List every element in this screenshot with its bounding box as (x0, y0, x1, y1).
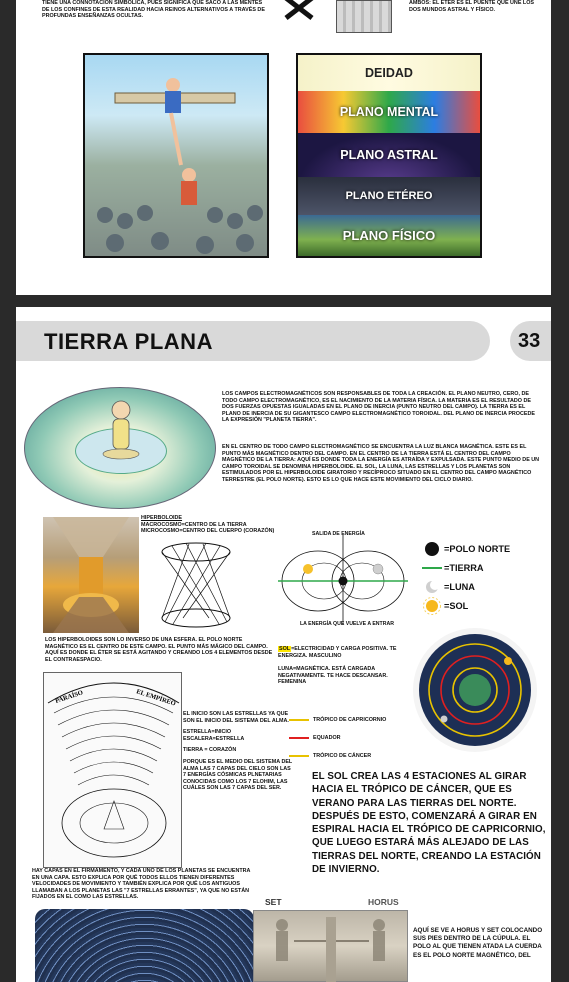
microcosmo-line: MICROCOSMO=CENTRO DEL CUERPO (CORAZÓN) (141, 528, 275, 535)
star-trails-image (35, 909, 254, 982)
dante-paradise-diagram (43, 672, 182, 868)
horus-set-paragraph: AQUÍ SE VE A HORUS Y SET COLOCANDO SUS PIES DENTRO DE LA CÚPULA. EL POLO AL QUE TIENEN ATADA LA CUERDA ES EL POLO NORTE MAGNÉTICO, DEL (413, 927, 543, 959)
plane-deidad: DEIDAD (298, 55, 480, 91)
diagram-legend (422, 539, 547, 615)
shrine-icon (43, 517, 139, 633)
luna-key: LUNA (278, 666, 293, 673)
main-page (16, 307, 551, 982)
soul-system-notes (183, 711, 293, 797)
red-line-icon (289, 737, 309, 739)
tropic-label: EQUADOR (313, 735, 341, 741)
center-paragraph: EN EL CENTRO DE TODO CAMPO ELECTROMAGNÉTICO SE ENCUENTRA LA LUZ BLANCA MAGNÉTICA. ESTE ES EL PUNTO MÁS MAGNÉTICO DENTRO DEL CAMPO. EN EL CENTRO DE LA TIERRA ESTÁ EL CENTRO DEL CAMPO MAGNÉTICO DE LA TIERRA: AQUÍ ES DONDE TODA LA ENERGÍA ES ATRAÍDA Y EXPULSADA. ESTE PUNTO MEDIO DE UN CAMPO TOROIDAL SE DENOMINA HIPERBOLOIDE. EL SOL, LA LUNA, LAS ESTRELLAS Y LOS PLANETAS SON ESTIMULADOS POR EL HIPERBOLOIDE GIRATORIO Y RECÍPROCO SITUADO EN EL CENTRO DEL CAMPO MAGNÉTICO TERRESTRE (EL POLO NORTE). ESTO ES LO QUE HACE ESTE MOVIMIENTO DEL CICLO DIARIO. (222, 444, 540, 483)
paraiso-label: PARAÍSO (54, 689, 84, 705)
tropic-label: TRÓPICO DE CAPRICORNIO (313, 717, 387, 723)
chain-line-stars: EL INICIO SON LAS ESTRELLAS YA QUE SON EL INICIO DEL SISTEMA DEL ALMA. (183, 711, 289, 724)
legend-label: =SOL (444, 600, 469, 611)
chain-line-layers: PORQUE ES EL MEDIO DEL SISTEMA DEL ALMA LAS 7 CAPAS DEL CIELO SON LAS 7 ENERGÍAS CÓSMICAS PLNETARIAS CONOCIDAS COMO LOS 7 ELOHIM, LAS CUÁLES SON LAS 7 CAPAS DEL SER. (183, 758, 293, 792)
luna-text: =MAGNÉTICA. ESTÁ CARGADA NEGATIVAMENTE. TE HACE DESCANSAR. FEMENINA (278, 666, 388, 686)
black-dot-icon (422, 542, 442, 556)
firmament-layers-paragraph: HAY CAPAS EN EL FIRMAMENTO, Y CADA UNO DE LOS PLANETAS SE ENCUENTRA EN UNA CAPA. ESTO EXPLICA POR QUÉ TODOS ELLOS TIENEN DIFERENTES VELOCIDADES DE MOVIMIENTO Y TAMBIÉN EXPLICA POR QUÉ LOS ANTIGUOS LLAMABAN A LOS PLANETAS LAS "7 ESTRELLAS ERRANTES", YA QUE NO ESTÁN FIJADOS EN EL COMO LAS ESTRELLAS. (32, 868, 251, 901)
legend-label: =TIERRA (444, 562, 484, 573)
top-right-paragraph: AMBOS: EL ÉTER ES EL PUENTE QUE UNE LOS DOS MUNDOS ASTRAL Y FÍSICO. (409, 0, 535, 13)
chain-line-ladder: ESTRELLA=INICIO ESCALERA=ESTRELLA (183, 729, 245, 742)
egyptian-relief-image (253, 910, 408, 982)
legend-sol (422, 596, 547, 615)
tropic-equador (289, 729, 429, 747)
hyperboloid-drawing (141, 532, 251, 634)
tropic-label: TRÓPICO DE CÁNCER (313, 753, 372, 759)
tropic-capricornio (289, 711, 429, 729)
plane-astral: PLANO ASTRAL (298, 133, 480, 177)
sun-icon (422, 599, 442, 613)
hyperboloid-heading: HIPERBOLOIDE (141, 515, 183, 521)
planes-of-existence-diagram (296, 53, 482, 258)
set-label: SET (265, 897, 282, 907)
legend-label: =POLO NORTE (444, 543, 511, 554)
green-line-icon (422, 561, 442, 575)
cross-icon (282, 0, 316, 20)
magnetic-field-diagram (278, 529, 408, 631)
hyperboloid-note: LOS HIPERBOLOIDES SON LO INVERSO DE UNA ESFERA. EL POLO NORTE MAGNÉTICO ES EL CENTRO DE ESTE CAMPO. EL PUNTO MÁS MÁGICO DEL CAMPO. AQUÍ ES DONDE EL ÉTER SE ESTÁ AGITANDO Y CREANDO LOS 4 ELEMENTOS DESDE EL CONTRAESPACIO. (45, 637, 273, 663)
legend-tierra (422, 558, 547, 577)
energy-in-label: LA ENERGÍA QUE VUELVE A ENTRAR (300, 621, 394, 627)
seasons-paragraph: EL SOL CREA LAS 4 ESTACIONES AL GIRAR HACIA EL TRÓPICO DE CÁNCER, QUE ES VERANO PARA LAS TIERRAS DEL NORTE. DESPUÉS DE ESTO, COMENZARÁ A GIRAR EN ESPIRAL HACIA EL TRÓPICO DE CAPRICORNIO, QUE LUEGO ESTARÁ MÁS ALEJADO DE LAS TIERRAS DEL NORTE, CREANDO LA ESTACIÓN DE INVIERNO. (312, 771, 546, 876)
previous-page (16, 0, 551, 295)
top-left-paragraph: TIENE UNA CONNOTACIÓN SIMBÓLICA, PUES SIGNIFICA QUE SACÓ A LAS MENTES DE LOS CONFINES DE ESTA REALIDAD HACIA REINOS ALTERNATIVOS A TRAVÉS DE PROFUNDAS ENSEÑANZAS OCULTAS. (42, 0, 265, 20)
plane-etereo: PLANO ETÉREO (298, 177, 480, 215)
page-title: TIERRA PLANA (44, 329, 213, 354)
cosmos-layers-drawing (44, 673, 183, 869)
yellow-line-icon (289, 719, 309, 721)
hyperboloid-photo (43, 517, 139, 633)
page-number: 33 (510, 321, 551, 361)
yellow-line-icon (289, 755, 309, 757)
horus-label: HORUS (368, 897, 399, 907)
illustration-pulling-minds (83, 53, 269, 258)
legend-label: =LUNA (444, 581, 475, 592)
sol-luna-notes (278, 646, 408, 686)
relief-figures-icon (254, 911, 409, 982)
energy-out-label: SALIDA DE ENERGÍA (312, 531, 365, 537)
sol-key: SOL (279, 646, 291, 652)
meditating-figure-icon (25, 388, 217, 510)
tropics-legend (289, 711, 429, 765)
empireo-label: EL EMPÍREO (135, 688, 177, 708)
moon-icon (422, 580, 442, 594)
macrocosmo-line: MACROCOSMO=CENTRO DE LA TIERRA (141, 521, 247, 528)
thumbnail-image (336, 0, 392, 33)
crowd-illustration (85, 55, 269, 258)
legend-luna (422, 577, 547, 596)
legend-polo-norte (422, 539, 547, 558)
plane-mental: PLANO MENTAL (298, 91, 480, 133)
sol-text: =ELECTRICIDAD Y CARGA POSITIVA. TE ENERGIZA. MASCULINO (278, 646, 397, 659)
tropic-cancer (289, 747, 429, 765)
toroidal-field-image (24, 387, 216, 509)
intro-paragraph: LOS CAMPOS ELECTROMAGNÉTICOS SON RESPONSABLES DE TODA LA CREACIÓN. EL PLANO NEUTRO, CERO, DE TODO CAMPO ELECTROMAGNÉTICO, ES EL NACIMIENTO DE LA MATERIA FÍSICA. LA MATERIA ES EL RESULTADO DE DOS FUERZAS OPUESTAS IGUALADAS EN EL PLANO DE INERCIA (PUNTO NEUTRO DEL CAMPO). LA TIERRA ES EL PLANO DE INERCIA DE SU GIGANTESCO CAMPO ELECTROMAGNÉTICO TOROIDAL. DEL PLANO DE INERCIA PROCEDE LA EXPRESIÓN "PLANETA TIERRA". (222, 391, 535, 424)
chain-line-earth: TIERRA = CORAZÓN (183, 747, 237, 754)
plane-fisico: PLANO FÍSICO (298, 215, 480, 256)
